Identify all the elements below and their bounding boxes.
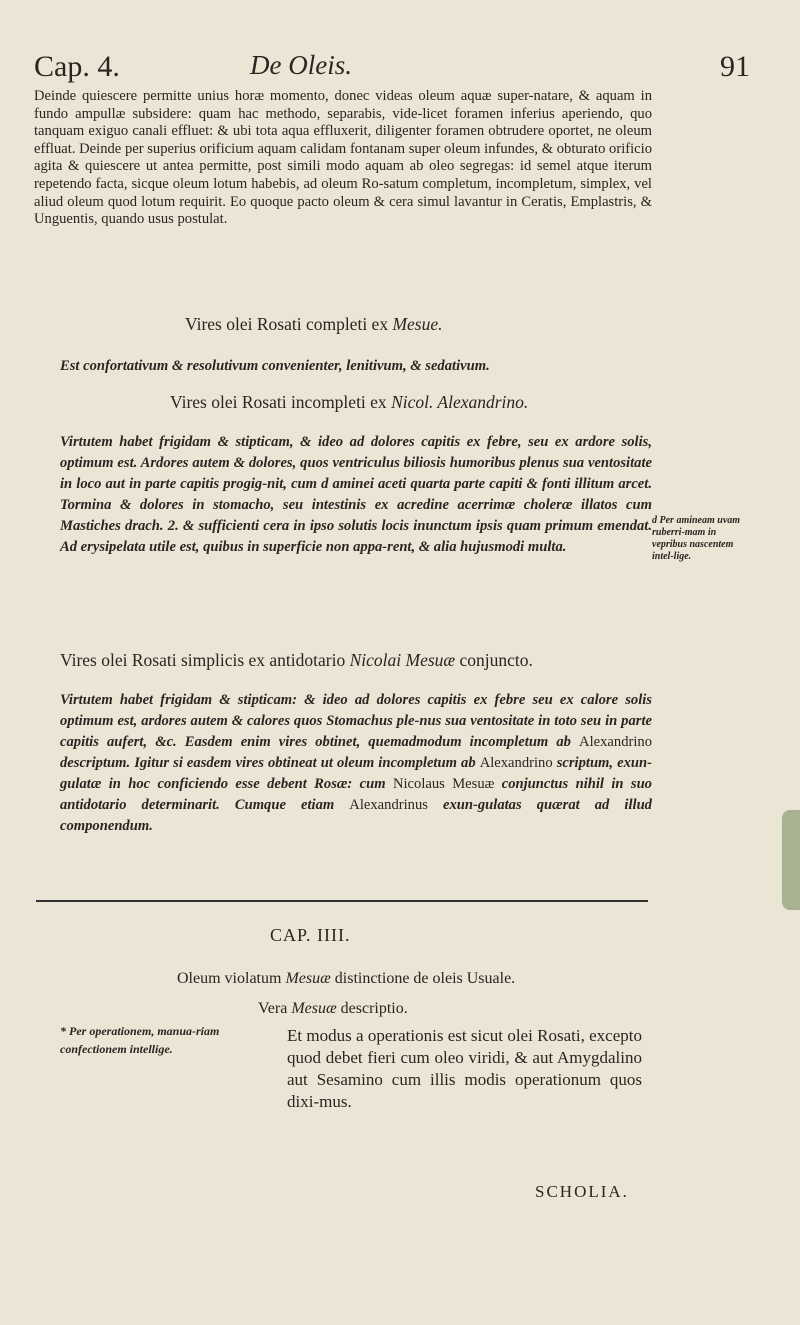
recipe-text: Et modus a operationis est sicut olei Rosati, excepto quod debet fieri cum oleo viridi, & aut Amygdalino aut Sesamino cum illis modis operationum quos dixi-mus. [287, 1026, 642, 1111]
margin-note-d: d Per amineam uvam ruberri-mam in vepribus nascentem intel-lige. [652, 515, 741, 562]
subheading-text: Vera [258, 1000, 292, 1017]
running-head-title: De Oleis. [250, 50, 352, 80]
proper-name: Nicolaus Mesuæ [392, 776, 495, 792]
heading-author: Nicolai Mesuæ [349, 650, 456, 670]
paragraph-incompleti: Virtutem habet frigidam & stipticam, & ideo ad dolores capitis ex febre, seu ex ardore solis, optimum est. Ardores autem & dolores, quos ventriculus biliosis humoribus plenus sua ventositate in loco aut in parte capitis progig-nit, cum d aminei aceti quarta parte capiti & fonti illitum arcet. Tormina & dolores in stomacho, seu intestinis ex acredine acerrimæ choleræ illatos cum Mastiches drach. 2. & sufficienti cera in ipso solutis locis inunctum ipsis quam primum emendat. Ad erysipelata utile est, quibus in superficie non appa-rent, & alia hujusmodi multa. [60, 434, 652, 555]
chapter-heading: CAP. IIII. [270, 925, 351, 945]
proper-name: Alexandrino [579, 734, 652, 750]
heading-author: Mesue. [392, 314, 443, 334]
text-run: conjunctus nihil in suo antidotario determinarit. Cumque etiam [60, 776, 652, 813]
subheading-text: Oleum violatum [177, 970, 286, 987]
heading-text: Vires olei Rosati simplicis ex antidotario [60, 650, 350, 670]
text-run: exun-gulatas quærat ad illud componendum. [60, 797, 652, 834]
proper-name: Alexandrinus [349, 797, 428, 813]
paragraph-washing-oil: Deinde quiescere permitte unius horæ momento, donec videas oleum aquæ super-natare, & aquam in fundo ampullæ subsidere: quam hac methodo, separabis, vide-licet foramen inferius aperiendo, quo tanquam exiguo canali effluet: & ubi tota aqua effluxerit, diligenter foramen obtrudere oportet, ne oleum effluat. Deinde per superius orificium aquam calidam fontanam super oleum infundes, & obturato orificio agita & quiescere ut antea permitte, post simili modo aquam ab oleo segregas: id semel atque iterum repetendo facta, sicque oleum lotum habebis, ad oleum Ro-satum completum, incompletum, simplex, vel aliud oleum quod lotum requirit. Eo quoque pacto oleum & cera simul lavantur in Ceratis, Emplastris, & Unguentis, quando usus postulat. [34, 88, 652, 228]
subheading-text-end: descriptio. [336, 1000, 408, 1017]
heading-rosati-completi [185, 314, 443, 335]
heading-rosati-incompleti [170, 392, 528, 413]
heading-text: Vires olei Rosati completi ex [185, 314, 393, 334]
subheading-author: Mesuæ [285, 970, 331, 987]
running-head-chapter: Cap. 4. [34, 50, 120, 83]
text-run: Virtutem habet frigidam & stipticam: & ideo ad dolores capitis ex febre seu ex calore solis optimum est, ardores autem & calores quos Stomachus ple-nus sua ventositate in toto seu in parte capitis aufert, &c. Easdem enim vires obtinet, quemadmodum incompletum ab [60, 692, 652, 750]
chapter-subheading-2 [258, 1000, 408, 1018]
paragraph-simplicis [60, 690, 652, 837]
proper-name: Alexandrino [479, 755, 553, 771]
heading-rosati-simplicis [60, 650, 533, 671]
scholia-heading: SCHOLIA. [535, 1182, 629, 1201]
subheading-author: Mesuæ [291, 1000, 337, 1017]
heading-text: Vires olei Rosati incompleti ex [170, 392, 392, 412]
text-run: scriptum, exun-gulatæ in hoc conficiendo esse debent Rosæ: cum [60, 755, 652, 792]
heading-text-end: conjuncto. [455, 650, 533, 670]
subheading-text-end: distinctione de oleis Usuale. [330, 970, 516, 987]
page-number: 91 [720, 50, 750, 83]
section-rule [36, 900, 648, 902]
text-run: descriptum. Igitur si easdem vires obtineat ut oleum incompletum ab [60, 755, 480, 771]
heading-author: Nicol. Alexandrino. [391, 392, 529, 412]
line-confortativum: Est confortativum & resolutivum convenienter, lenitivum, & sedativum. [60, 358, 490, 374]
page-edge-stain [782, 810, 800, 910]
left-margin-note: * Per operationem, manua-riam confectionem intellige. [60, 1024, 220, 1056]
chapter-subheading-1 [177, 970, 515, 988]
